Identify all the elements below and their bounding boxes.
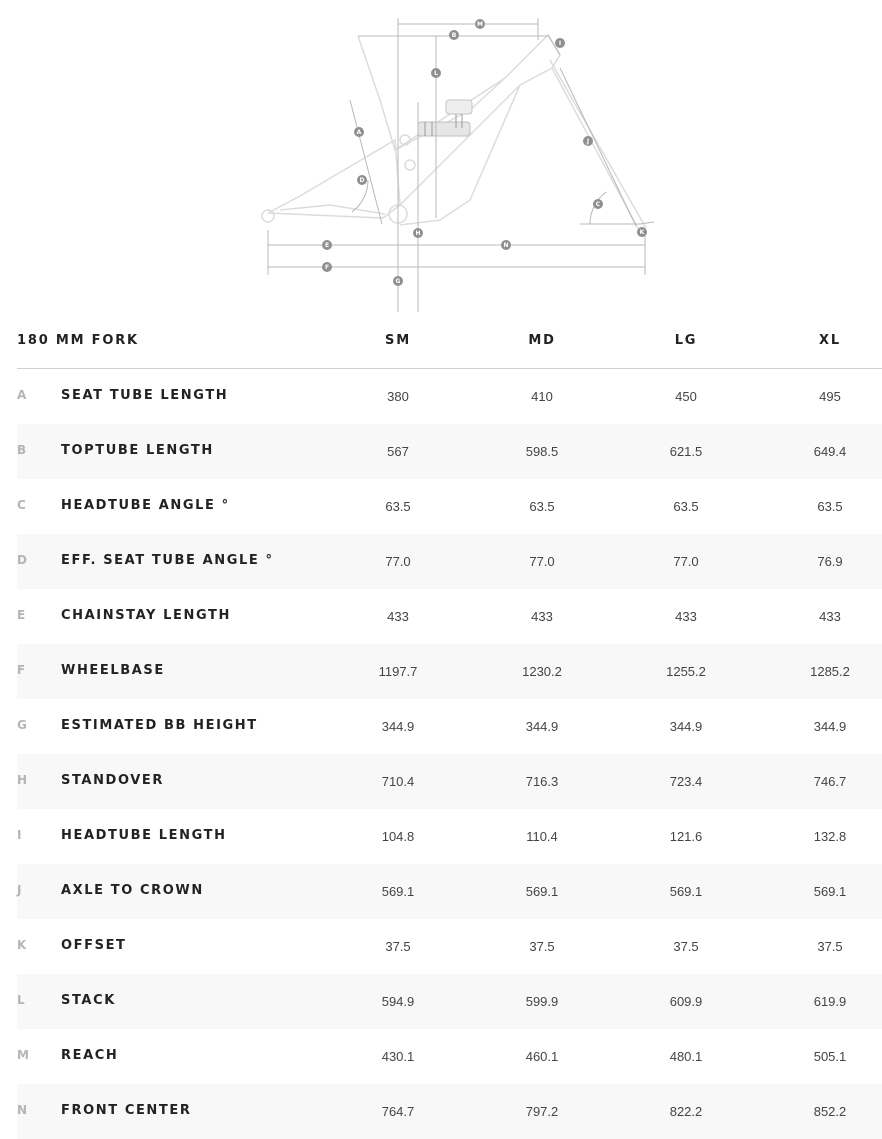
- row-letter: E: [17, 608, 26, 622]
- marker-e: [322, 240, 332, 250]
- value-sm: 710.4: [381, 774, 415, 789]
- svg-text:N: N: [503, 242, 509, 249]
- value-xl: 132.8: [813, 829, 847, 844]
- table-row: [17, 919, 882, 974]
- marker-d: [357, 175, 367, 185]
- row-label: FRONT CENTER: [61, 1103, 192, 1118]
- row-label: AXLE TO CROWN: [61, 883, 204, 898]
- value-lg: 621.5: [669, 444, 703, 459]
- value-sm: 344.9: [381, 719, 415, 734]
- value-md: 410: [531, 389, 553, 404]
- size-header-md: MD: [528, 333, 556, 348]
- table-row: [17, 534, 882, 589]
- table-row: [17, 754, 882, 809]
- table-row: [17, 369, 882, 424]
- row-label: HEADTUBE LENGTH: [61, 828, 227, 843]
- row-letter: A: [17, 388, 27, 402]
- row-letter: G: [17, 718, 27, 732]
- marker-i-top: [555, 38, 565, 48]
- table-row: [17, 864, 882, 919]
- value-lg: 609.9: [669, 994, 703, 1009]
- value-sm: 433: [387, 609, 409, 624]
- value-xl: 37.5: [817, 939, 843, 954]
- table-header: [17, 325, 882, 369]
- value-sm: 1197.7: [378, 664, 418, 679]
- value-xl: 746.7: [813, 774, 847, 789]
- value-lg: 450: [675, 389, 697, 404]
- svg-text:L: L: [434, 70, 438, 77]
- svg-text:H: H: [415, 230, 421, 237]
- value-xl: 1285.2: [810, 664, 850, 679]
- row-letter: I: [17, 828, 22, 842]
- table-row: [17, 644, 882, 699]
- value-lg: 344.9: [669, 719, 703, 734]
- value-md: 460.1: [525, 1049, 559, 1064]
- row-label: STANDOVER: [61, 773, 165, 788]
- value-sm: 594.9: [381, 994, 415, 1009]
- marker-g: [393, 276, 403, 286]
- svg-text:D: D: [359, 177, 365, 184]
- row-letter: F: [17, 663, 26, 677]
- row-label: CHAINSTAY LENGTH: [61, 608, 232, 623]
- row-letter: K: [17, 938, 27, 952]
- value-md: 716.3: [525, 774, 559, 789]
- table-row: [17, 974, 882, 1029]
- marker-k: [637, 227, 647, 237]
- value-md: 797.2: [525, 1104, 559, 1119]
- value-xl: 63.5: [817, 499, 843, 514]
- size-header-lg: LG: [674, 333, 698, 348]
- table-title: 180 MM FORK: [17, 333, 139, 348]
- value-lg: 121.6: [669, 829, 703, 844]
- value-xl: 619.9: [813, 994, 847, 1009]
- value-md: 77.0: [529, 554, 555, 569]
- row-label: SEAT TUBE LENGTH: [61, 388, 229, 403]
- value-md: 63.5: [529, 499, 555, 514]
- value-sm: 764.7: [381, 1104, 415, 1119]
- value-lg: 37.5: [673, 939, 699, 954]
- value-xl: 76.9: [817, 554, 843, 569]
- value-xl: 344.9: [813, 719, 847, 734]
- svg-text:I: I: [558, 40, 562, 47]
- value-xl: 852.2: [813, 1104, 847, 1119]
- value-lg: 723.4: [669, 774, 703, 789]
- value-sm: 77.0: [385, 554, 411, 569]
- marker-c: [593, 199, 603, 209]
- row-label: STACK: [61, 993, 116, 1008]
- svg-text:C: C: [595, 201, 601, 208]
- table-row: [17, 424, 882, 479]
- geometry-table: [17, 369, 882, 1139]
- row-letter: C: [17, 498, 26, 512]
- svg-text:G: G: [395, 278, 401, 285]
- marker-h: [413, 228, 423, 238]
- value-lg: 480.1: [669, 1049, 703, 1064]
- size-header-xl: XL: [819, 333, 841, 348]
- svg-text:F: F: [324, 264, 330, 271]
- table-row: [17, 699, 882, 754]
- row-label: HEADTUBE ANGLE °: [61, 498, 230, 513]
- value-md: 344.9: [525, 719, 559, 734]
- table-row: [17, 1084, 882, 1139]
- value-md: 1230.2: [522, 664, 562, 679]
- table-row: [17, 479, 882, 534]
- row-label: REACH: [61, 1048, 119, 1063]
- table-row: [17, 809, 882, 864]
- row-label: WHEELBASE: [61, 663, 165, 678]
- value-xl: 505.1: [813, 1049, 847, 1064]
- row-label: ESTIMATED BB HEIGHT: [61, 718, 258, 733]
- row-letter: N: [17, 1103, 28, 1117]
- value-xl: 433: [819, 609, 841, 624]
- marker-b: [449, 30, 459, 40]
- row-letter: J: [17, 883, 22, 897]
- value-lg: 63.5: [673, 499, 699, 514]
- value-lg: 569.1: [669, 884, 703, 899]
- marker-n: [501, 240, 511, 250]
- svg-text:J: J: [586, 138, 590, 145]
- value-lg: 433: [675, 609, 697, 624]
- value-md: 599.9: [525, 994, 559, 1009]
- value-sm: 104.8: [381, 829, 415, 844]
- table-row: [17, 1029, 882, 1084]
- value-md: 598.5: [525, 444, 559, 459]
- svg-text:A: A: [356, 129, 362, 136]
- value-xl: 649.4: [813, 444, 847, 459]
- value-md: 433: [531, 609, 553, 624]
- value-lg: 77.0: [673, 554, 699, 569]
- row-letter: L: [17, 993, 25, 1007]
- row-letter: B: [17, 443, 27, 457]
- value-md: 110.4: [526, 829, 558, 844]
- row-letter: D: [17, 553, 27, 567]
- size-header-sm: SM: [385, 333, 411, 348]
- value-lg: 1255.2: [666, 664, 706, 679]
- marker-m: [475, 19, 485, 29]
- value-sm: 430.1: [381, 1049, 415, 1064]
- value-sm: 380: [387, 389, 409, 404]
- marker-j: [583, 136, 593, 146]
- marker-l: [431, 68, 441, 78]
- svg-text:M: M: [477, 21, 483, 28]
- value-sm: 37.5: [385, 939, 411, 954]
- value-xl: 569.1: [813, 884, 847, 899]
- row-label: EFF. SEAT TUBE ANGLE °: [61, 553, 274, 568]
- dimension-markers: [322, 19, 647, 286]
- value-sm: 569.1: [381, 884, 415, 899]
- bike-geometry-diagram: [0, 0, 882, 320]
- value-lg: 822.2: [669, 1104, 703, 1119]
- row-label: OFFSET: [61, 938, 127, 953]
- value-sm: 567: [387, 444, 409, 459]
- value-xl: 495: [819, 389, 841, 404]
- svg-text:E: E: [324, 242, 330, 249]
- row-label: TOPTUBE LENGTH: [61, 443, 214, 458]
- row-letter: H: [17, 773, 28, 787]
- value-sm: 63.5: [385, 499, 411, 514]
- svg-text:B: B: [451, 32, 457, 39]
- value-md: 569.1: [525, 884, 559, 899]
- marker-f: [322, 262, 332, 272]
- svg-text:K: K: [639, 229, 645, 236]
- row-letter: M: [17, 1048, 29, 1062]
- value-md: 37.5: [529, 939, 555, 954]
- table-row: [17, 589, 882, 644]
- marker-a: [354, 127, 364, 137]
